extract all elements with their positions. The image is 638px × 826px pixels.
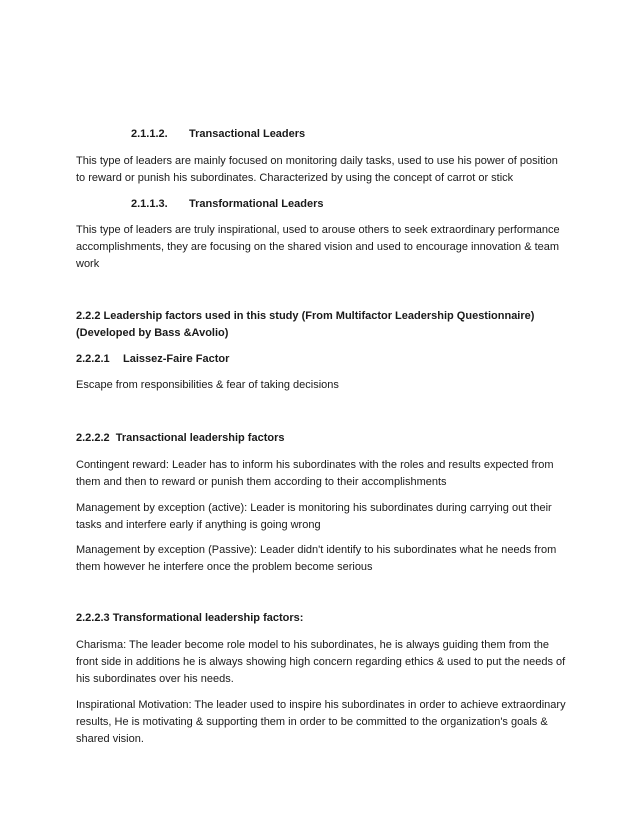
paragraph-contingent-reward: Contingent reward: Leader has to inform his subordinates with the roles and results expected from them and then to reward or punish them according to their accomplishments	[76, 459, 554, 488]
paragraph-transactional-leaders: This type of leaders are mainly focused on monitoring daily tasks, used to use his power of position to reward or punish his subordinates. Characterized by using the concept of carrot or stick	[76, 155, 558, 184]
paragraph-transformational-leaders: This type of leaders are truly inspirational, used to arouse others to seek extraordinary performance accomplishments, they are focusing on the shared vision and used to encourage innovation & team work	[76, 224, 560, 270]
section-number-2-2-2-1: 2.2.2.1	[76, 353, 110, 365]
section-title-laissez-faire: Laissez-Faire Factor	[123, 353, 230, 365]
paragraph-management-active: Management by exception (active): Leader is monitoring his subordinates during carrying out their tasks and interfere early if anything is going wrong	[76, 502, 552, 531]
paragraph-inspirational-motivation: Inspirational Motivation: The leader used to inspire his subordinates in order to achieve extraordinary results, He is motivating & supporting them in order to be committed to the organization's goals & shared vision.	[76, 699, 566, 745]
paragraph-management-passive: Management by exception (Passive): Leader didn't identify to his subordinates what he needs from them however he interfere once the problem become serious	[76, 544, 557, 573]
section-number-2-1-1-3: 2.1.1.3.	[131, 198, 168, 210]
section-title-transactional-leaders: Transactional Leaders	[189, 128, 306, 140]
section-heading-2-2-2-2: 2.2.2.2 Transactional leadership factors	[76, 432, 285, 444]
section-title-transformational-leaders: Transformational Leaders	[189, 198, 324, 210]
section-heading-2-2-2: 2.2.2 Leadership factors used in this study (From Multifactor Leadership Questionnaire)(Developed by Bass &Avolio)	[76, 310, 535, 339]
paragraph-laissez-faire: Escape from responsibilities & fear of taking decisions	[76, 379, 339, 391]
section-heading-2-2-2-3: 2.2.2.3 Transformational leadership factors:	[76, 612, 304, 624]
paragraph-charisma: Charisma: The leader become role model to his subordinates, he is always guiding them from the front side in additions he is always showing high concern regarding ethics & used to put the needs of his subordinates over his needs.	[76, 639, 566, 685]
section-number-2-1-1-2: 2.1.1.2.	[131, 128, 168, 140]
